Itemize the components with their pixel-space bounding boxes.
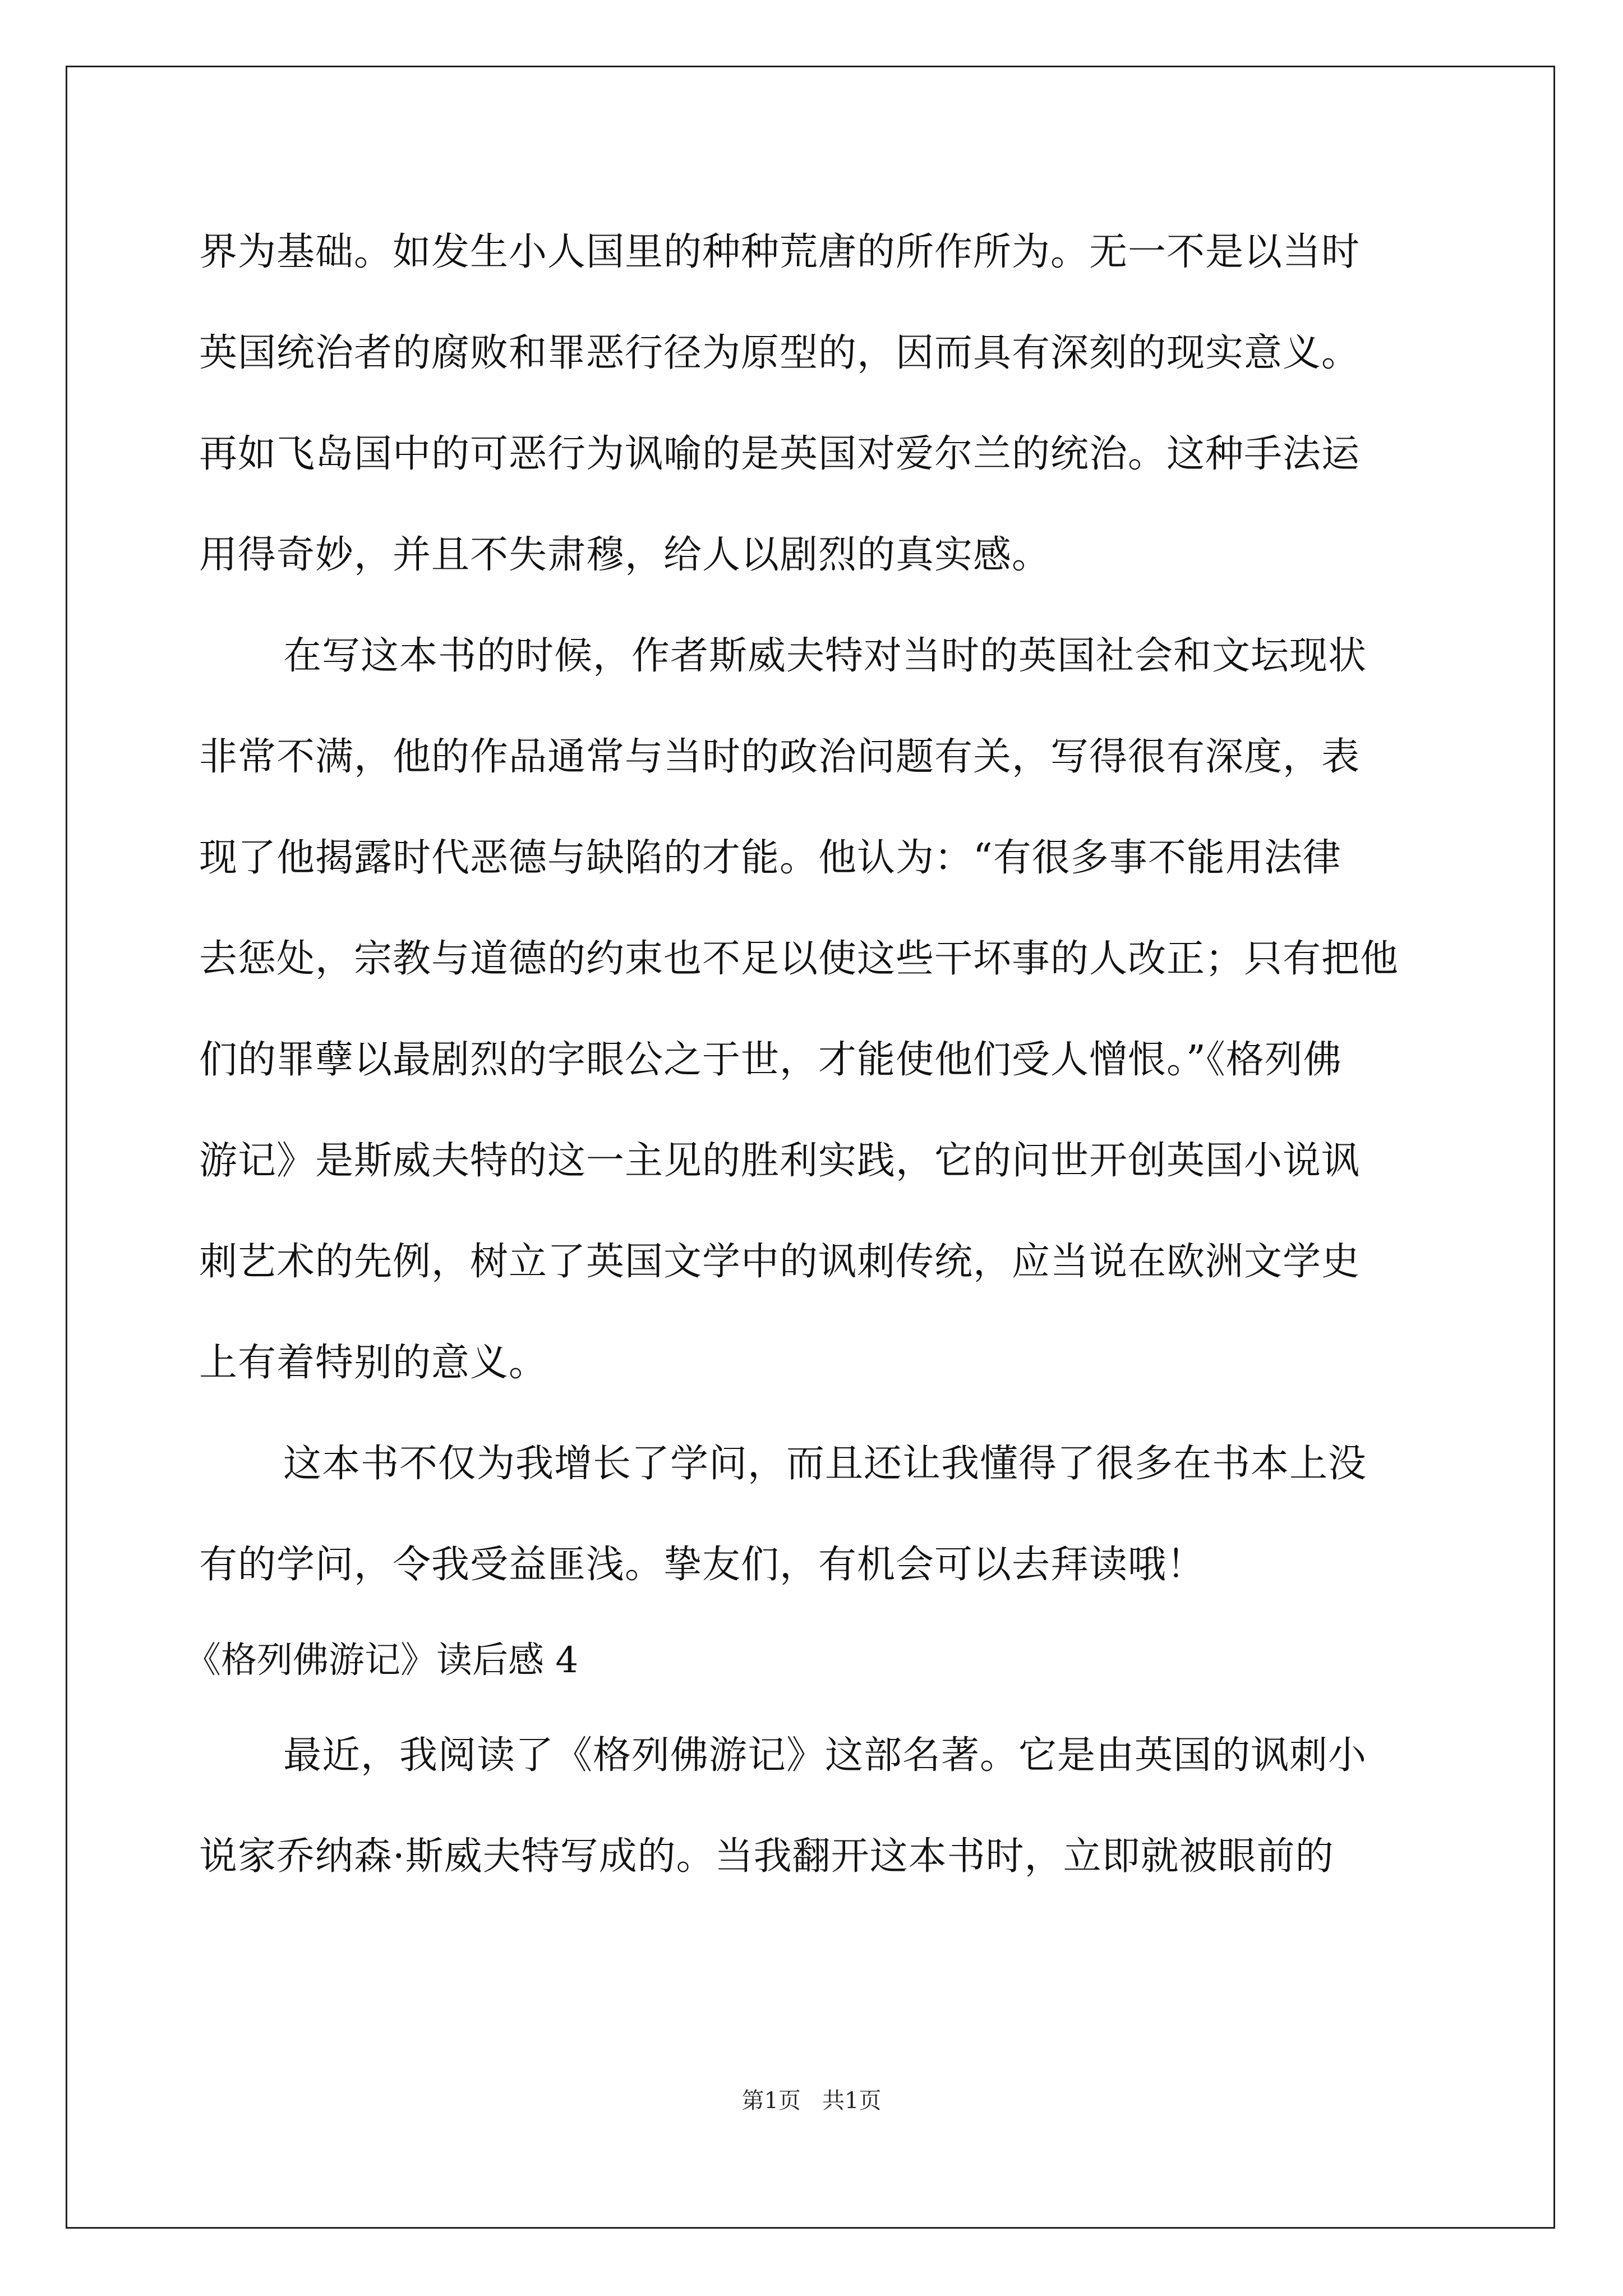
text-line: 这本书不仅为我增长了学问，而且还让我懂得了很多在书本上没 xyxy=(283,1442,1367,1486)
page-footer: 第1页 共1页 xyxy=(741,2088,882,2114)
text-line: 再如飞岛国中的可恶行为讽喻的是英国对爱尔兰的统治。这种手法运 xyxy=(199,432,1361,476)
text-line: 去惩处，宗教与道德的约束也不足以使这些干坏事的人改正；只有把他 xyxy=(199,937,1399,981)
text-line: 游记》是斯威夫特的这一主见的胜利实践，它的问世开创英国小说讽 xyxy=(199,1139,1361,1183)
text-line: 上有着特别的意义。 xyxy=(199,1341,548,1385)
text-line: 用得奇妙，并且不失肃穆，给人以剧烈的真实感。 xyxy=(199,533,1051,577)
text-line: 非常不满，他的作品通常与当时的政治问题有关，写得很有深度，表 xyxy=(199,735,1361,779)
text-line: 刺艺术的先例，树立了英国文学中的讽刺传统，应当说在欧洲文学史 xyxy=(199,1240,1361,1284)
section-heading: 《格列佛游记》读后感 4 xyxy=(185,1640,579,1681)
text-line: 英国统治者的腐败和罪恶行径为原型的，因而具有深刻的现实意义。 xyxy=(199,331,1361,375)
text-line: 现了他揭露时代恶德与缺陷的才能。他认为：“有很多事不能用法律 xyxy=(199,836,1341,880)
text-line: 们的罪孽以最剧烈的字眼公之于世，才能使他们受人憎恨。”《格列佛 xyxy=(199,1038,1342,1082)
text-line: 界为基础。如发生小人国里的种种荒唐的所作所为。无一不是以当时 xyxy=(199,230,1361,274)
text-line: 在写这本书的时候，作者斯威夫特对当时的英国社会和文坛现状 xyxy=(283,634,1367,678)
text-line: 有的学问，令我受益匪浅。挚友们，有机会可以去拜读哦！ xyxy=(199,1543,1206,1587)
text-line: 说家乔纳森·斯威夫特写成的。当我翻开这本书时，立即就被眼前的 xyxy=(199,1834,1334,1879)
text-line: 最近，我阅读了《格列佛游记》这部名著。它是由英国的讽刺小 xyxy=(283,1733,1367,1778)
